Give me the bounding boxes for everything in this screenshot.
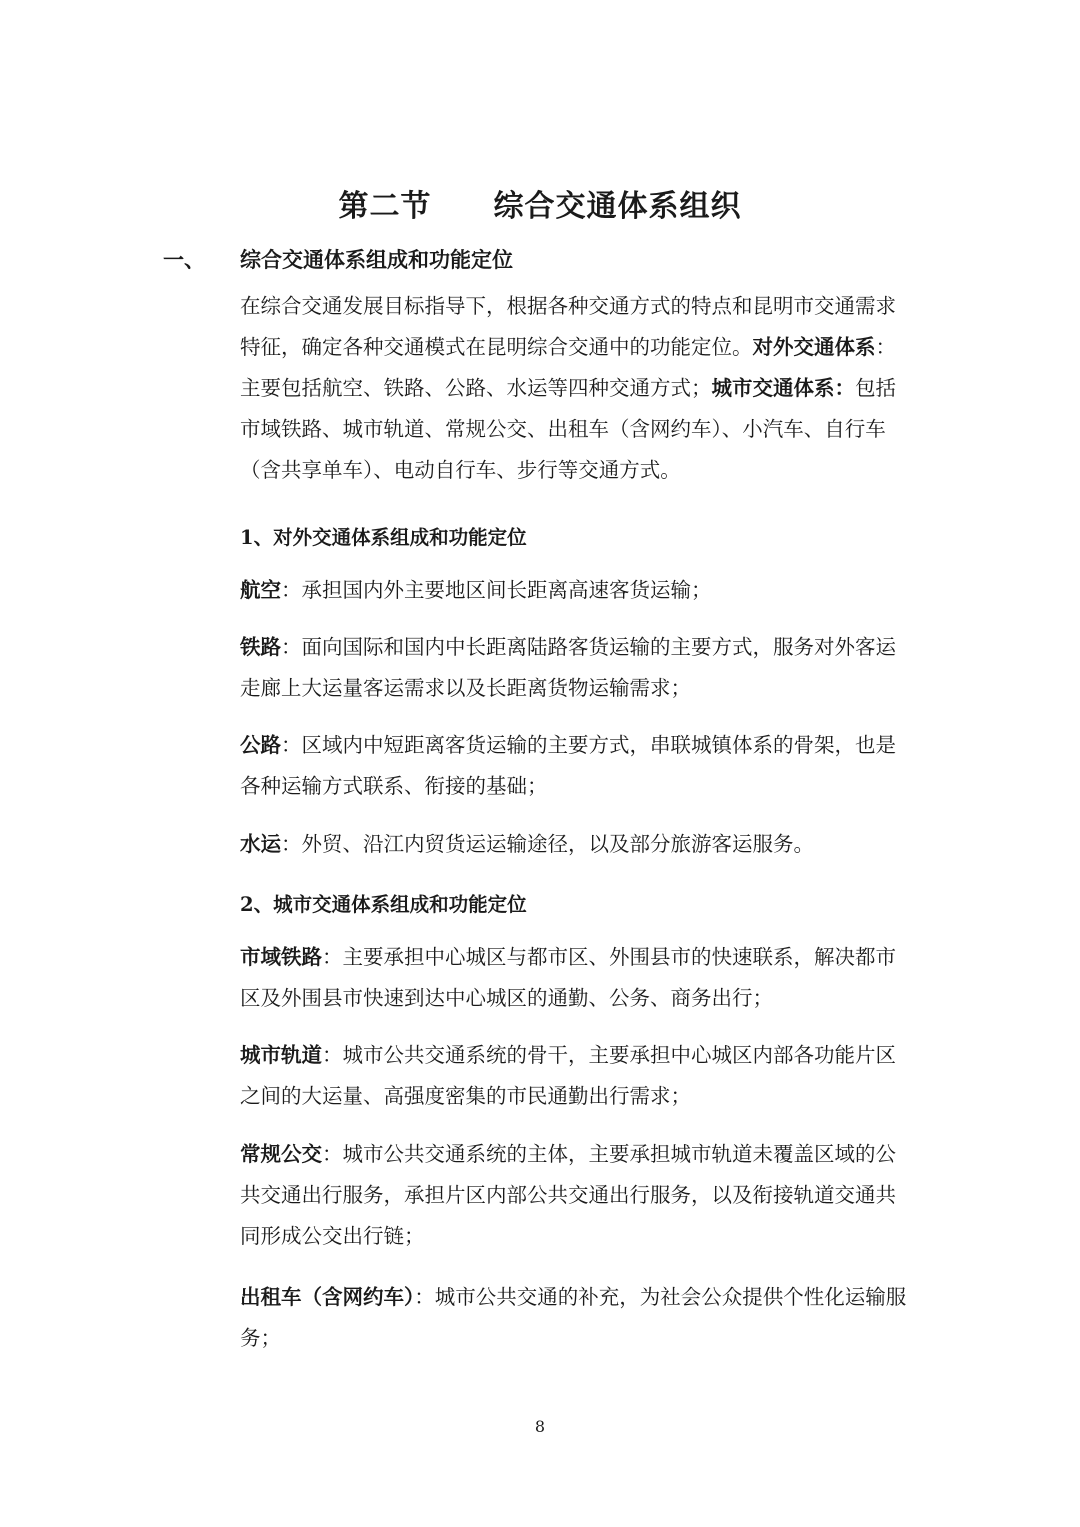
external-item	[240, 570, 912, 611]
item-text: ：面向国际和国内中长距离陆路客货运输的主要方式，服务对外客运走廊上大运量客运需求以及长距离货物运输需求；	[240, 635, 896, 700]
urban-item	[240, 1134, 912, 1257]
item-text: ：城市公共交通系统的主体，主要承担城市轨道未覆盖区域的公共交通出行服务，承担片区内部公共交通出行服务，以及衔接轨道交通共同形成公交出行链；	[240, 1142, 896, 1248]
item-term: 航空	[240, 578, 281, 602]
subheading-external: 1、对外交通体系组成和功能定位	[240, 526, 527, 549]
section-title: 第二节 综合交通体系组织	[338, 189, 742, 224]
urban-item	[240, 1035, 912, 1117]
item-text: ：城市公共交通的补充，为社会公众提供个性化运输服务；	[240, 1285, 907, 1350]
subheading-urban: 2、城市交通体系组成和功能定位	[240, 893, 527, 916]
item-term: 公路	[240, 733, 281, 757]
urban-item	[240, 1277, 912, 1359]
intro-text-2: ：主要包括航空、铁路、公路、水运等四种交通方式；	[240, 335, 896, 400]
item-term: 水运	[240, 832, 281, 856]
external-item	[240, 627, 912, 709]
item-term: 铁路	[240, 635, 281, 659]
heading-number: 一、	[163, 247, 205, 272]
intro-paragraph	[240, 286, 912, 491]
external-item	[240, 725, 912, 807]
item-text: ：外贸、沿江内贸货运运输途径，以及部分旅游客运服务。	[281, 832, 814, 856]
intro-text-1: 在综合交通发展目标指导下，根据各种交通方式的特点和昆明市交通需求特征，确定各种交通模式在昆明综合交通中的功能定位。	[240, 294, 896, 359]
item-text: ：承担国内外主要地区间长距离高速客货运输；	[281, 578, 712, 602]
item-text: ：主要承担中心城区与都市区、外围县市的快速联系，解决都市区及外围县市快速到达中心城区的通勤、公务、商务出行；	[240, 945, 896, 1010]
item-term: 市域铁路	[240, 945, 322, 969]
urban-item	[240, 937, 912, 1019]
intro-bold-2: 城市交通体系：	[711, 376, 855, 400]
item-term: 常规公交	[240, 1142, 322, 1166]
section-heading: 综合交通体系组成和功能定位	[240, 247, 513, 272]
external-item	[240, 824, 912, 865]
item-text: ：城市公共交通系统的骨干，主要承担中心城区内部各功能片区之间的大运量、高强度密集的市民通勤出行需求；	[240, 1043, 896, 1108]
page-number: 8	[534, 1417, 546, 1436]
item-term: 出租车（含网约车）	[240, 1285, 415, 1309]
intro-bold-1: 对外交通体系	[752, 335, 876, 359]
intro-text-3: 包括市域铁路、城市轨道、常规公交、出租车（含网约车）、小汽车、自行车（含共享单车）、电动自行车、步行等交通方式。	[240, 376, 896, 482]
item-text: ：区域内中短距离客货运输的主要方式，串联城镇体系的骨架，也是各种运输方式联系、衔接的基础；	[240, 733, 896, 798]
item-term: 城市轨道	[240, 1043, 322, 1067]
